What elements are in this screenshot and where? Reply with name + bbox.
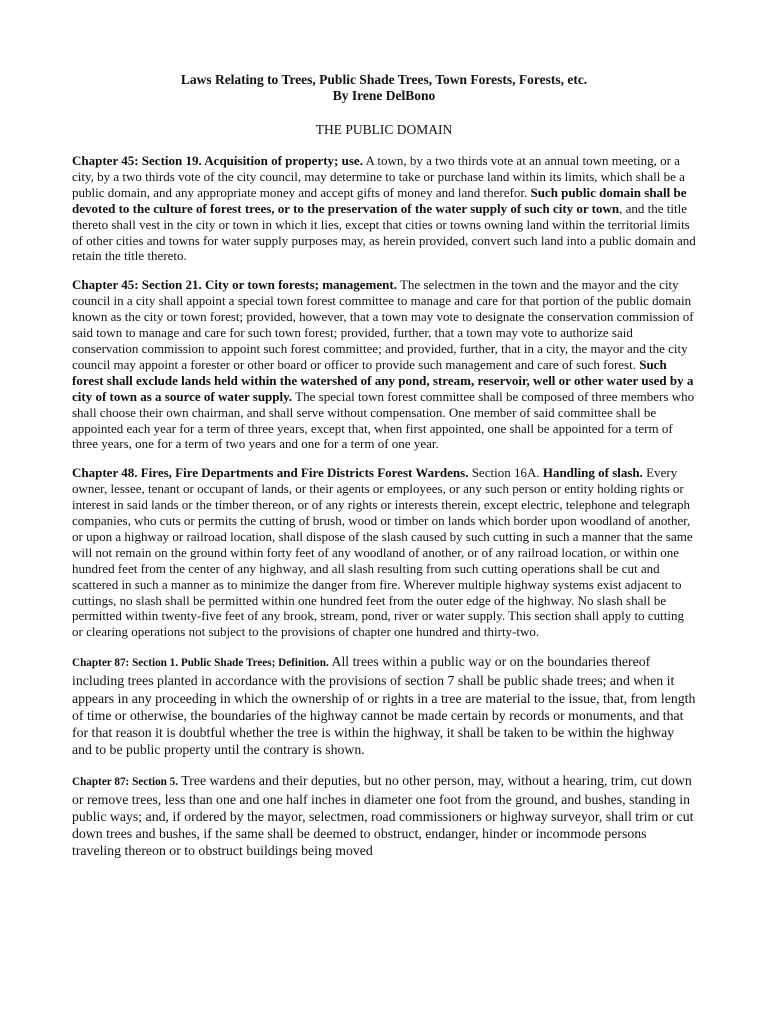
paragraph-heading: Chapter 45: Section 21. City or town forests; management. [72, 277, 397, 293]
paragraph-ch87-s1 [72, 653, 696, 758]
paragraph-text: All trees within a public way or on the boundaries thereof including trees planted in accordance with the provisions of section 7 shall be public shade trees; and when it appears in any proceeding in which the ownership of or rights in a tree are material to the issue, that, from length of time or otherwise, the boundaries of the highway cannot be made certain by records or monuments, and that for that reason it is doubtful whether the tree is within the highway, it shall be taken to be within the highway and to be public property until the contrary is shown. [72, 654, 696, 758]
paragraph-subheading: Handling of slash. [542, 465, 643, 481]
paragraph-heading: Chapter 48. Fires, Fire Departments and Fire Districts Forest Wardens. [72, 465, 469, 481]
document-title: Laws Relating to Trees, Public Shade Trees, Town Forests, Forests, etc. [180, 72, 588, 87]
paragraph-ch48-s16a [72, 465, 696, 640]
paragraph-ch45-s19 [72, 153, 696, 264]
document-title-block [72, 72, 696, 104]
paragraph-heading: Chapter 87: Section 5. [72, 775, 179, 788]
paragraph-text: The selectmen in the town and the mayor and the city council in a city shall appoint a special town forest committee to manage and care for that portion of the public domain known as the city or town forest; provided, however, that a town may vote to designate the conservation commission of said town to manage and care for such town forest; provided, further, that a town may vote to authorize said conservation commission to appoint such forest committee; and provided, further, that in a city, the mayor and the city council may appoint a forester or other board or officer to provide such management and care of such forest. [72, 277, 694, 372]
paragraph-emphasis: Such public domain shall be devoted to the culture of forest trees, or to the preservation of the water supply of such city or town [72, 184, 687, 216]
paragraph-text: A town, by a two thirds vote at an annual town meeting, or a city, by a two thirds vote of the city council, may determine to take or purchase land within its limits, which shall be a public domain, and any appropriate money and accept gifts of money and land therefor. [72, 153, 685, 200]
paragraph-text: Every owner, lessee, tenant or occupant of lands, or their agents or employees, or any such person or entity holding rights or interest in said lands or the timber thereon, or of any rights or interests therein, except electric, telephone and telegraph companies, who cuts or permits the cutting of brush, wood or timber on lands which border upon woodland of another, or upon a highway or railroad location, shall dispose of the slash caused by such cutting in such a manner that the same will not remain on the ground within forty feet of any woodland of another, or of any railroad location, or within one hundred feet from the center of any highway, and all slash resulting from such cutting operations shall be cut and scattered in such a manner as to minimize the danger from fire. Wherever multiple highway systems exist adjacent to cuttings, no slash shall be permitted within one hundred feet from the outer edge of the highway. No slash shall be permitted within twenty-five feet of any brook, stream, pond, river or water supply. This section shall apply to cutting or clearing operations not subject to the provisions of chapter one hundred and thirty-two. [72, 465, 693, 640]
paragraph-text: , and the title thereto shall vest in the city or town in which it lies, except that cities or towns owning land within the territorial limits of other cities and towns for water supply purposes may, as herein provided, convert such land into a public domain and retain the title thereto. [72, 200, 696, 264]
paragraph-heading: Chapter 87: Section 1. Public Shade Trees; Definition. [72, 657, 329, 670]
document-page [72, 72, 696, 873]
paragraph-text: The special town forest committee shall be composed of three members who shall choose their own chairman, and shall serve without compensation. One member of said committee shall be appointed each year for a term of three years, except that, when first appointed, one shall be appointed for a term of three years, one for a term of two years and one for a term of one year. [72, 388, 695, 452]
paragraph-heading: Chapter 45: Section 19. Acquisition of property; use. [72, 153, 363, 168]
paragraph-text: Tree wardens and their deputies, but no other person, may, without a hearing, trim, cut down or remove trees, less than one and one half inches in diameter one foot from the ground, and bushes, standing in public ways; and, if ordered by the mayor, selectmen, road commissioners or highway surveyor, shall trim or cut down trees and bushes, if the same shall be deemed to obstruct, endanger, hinder or incommode persons traveling thereon or to obstruct buildings being moved [72, 772, 694, 859]
document-byline: By Irene DelBono [332, 88, 436, 103]
paragraph-ch45-s21 [72, 277, 696, 452]
paragraph-emphasis: Such forest shall exclude lands held within the watershed of any pond, stream, reservoir, well or other water used by a city of town as a source of water supply. [72, 356, 694, 404]
section-label: Section 16A. [468, 465, 543, 481]
paragraph-ch87-s5 [72, 772, 696, 860]
section-heading: THE PUBLIC DOMAIN [315, 122, 453, 137]
